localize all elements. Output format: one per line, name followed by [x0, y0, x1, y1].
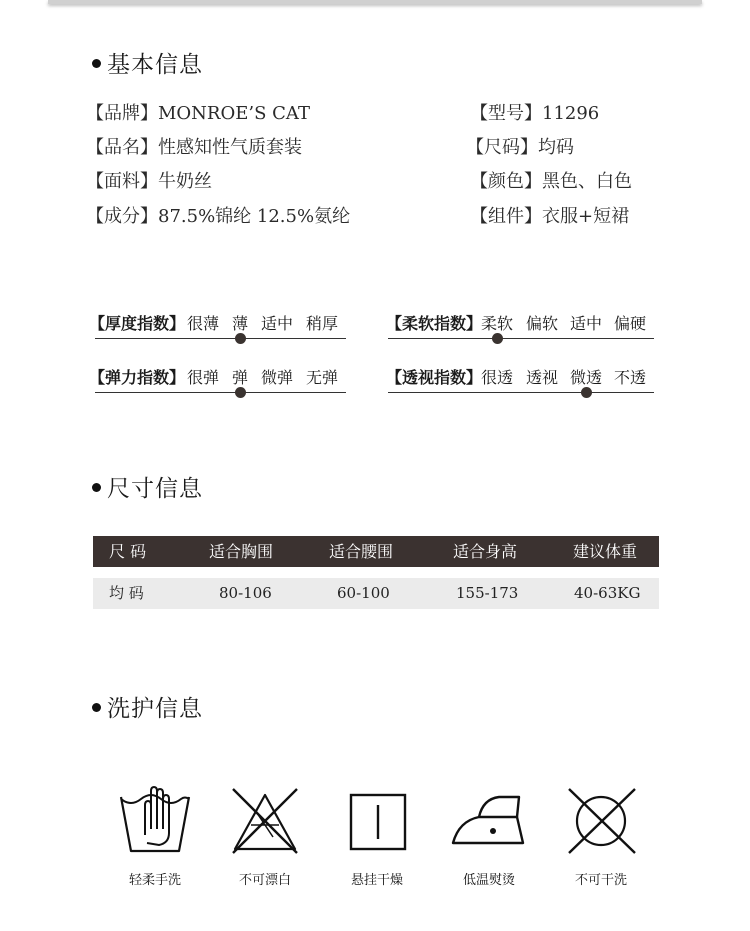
scale-transparency: [388, 365, 654, 405]
table-row: [93, 578, 659, 609]
care-label: 轻柔手洗: [128, 873, 181, 888]
hang-dry-icon: [339, 785, 415, 855]
scale-option: 无弹: [306, 368, 339, 387]
header-cell: 适合腰围: [329, 542, 394, 561]
bullet-dot: [92, 59, 101, 68]
top-divider: [48, 0, 702, 4]
no-dry-clean-icon: [563, 785, 639, 855]
scale-option: 适中: [261, 314, 294, 333]
scale-option: 偏硬: [614, 314, 647, 333]
scale-elasticity: [89, 365, 346, 405]
header-cell: 建议体重: [573, 542, 638, 561]
hand-wash-icon: [117, 785, 193, 855]
scale-option: 微透: [570, 368, 603, 387]
no-bleach-icon: [227, 785, 303, 855]
care-label: 不可漂白: [238, 873, 291, 888]
info-name: 【品名】性感知性气质套装: [86, 137, 302, 158]
bullet-dot: [92, 483, 101, 492]
size-table-header: [93, 536, 659, 567]
info-color: 【颜色】黑色、白色: [470, 171, 632, 192]
scale-marker: [492, 333, 503, 344]
scale-marker: [235, 333, 246, 344]
section-title-text: 基本信息: [107, 52, 203, 78]
table-cell: 40-63KG: [574, 584, 641, 602]
scale-option: 微弹: [261, 368, 294, 387]
scale-option: 透视: [526, 368, 559, 387]
care-item-hand-wash: [115, 785, 195, 888]
table-cell: 80-106: [219, 584, 272, 602]
scale-option: 弹: [232, 368, 249, 387]
scale-marker: [581, 387, 592, 398]
bullet-dot: [92, 703, 101, 712]
info-model: 【型号】11296: [470, 103, 600, 124]
size-table: [93, 536, 659, 609]
care-item-no-bleach: [225, 785, 305, 888]
scale-option: 很弹: [187, 368, 220, 387]
care-label: 低温熨烫: [462, 873, 515, 888]
care-item-low-iron: [449, 785, 529, 888]
table-cell: 60-100: [337, 584, 390, 602]
scale-line: [95, 338, 346, 339]
section-title-text: 尺寸信息: [107, 476, 203, 502]
scale-option: 薄: [232, 314, 249, 333]
info-components: 【组件】衣服+短裙: [470, 206, 630, 227]
scale-option: 很薄: [187, 314, 220, 333]
section-title-size: [92, 470, 203, 503]
scale-thickness: [89, 311, 346, 351]
header-cell: 适合胸围: [209, 542, 274, 561]
section-title-basic: [92, 46, 203, 79]
care-label: 悬挂干燥: [350, 873, 403, 888]
scale-option: 偏软: [526, 314, 559, 333]
scale-option: 柔软: [481, 314, 514, 333]
scale-label: 【透视指数】: [386, 368, 483, 387]
scale-line: [388, 392, 654, 393]
scale-option: 很透: [481, 368, 514, 387]
info-composition: 【成分】87.5%锦纶 12.5%氨纶: [86, 206, 351, 227]
table-cell: 155-173: [456, 584, 519, 602]
care-label: 不可干洗: [574, 873, 627, 888]
info-fabric: 【面料】牛奶丝: [86, 171, 212, 192]
info-size: 【尺码】均码: [466, 137, 574, 158]
section-title-text: 洗护信息: [107, 696, 203, 722]
section-title-care: [92, 690, 203, 723]
table-cell: 均 码: [109, 584, 144, 602]
scale-label: 【厚度指数】: [89, 314, 186, 333]
scale-option: 稍厚: [306, 314, 339, 333]
scale-softness: [388, 311, 654, 351]
low-iron-icon: [449, 785, 529, 855]
scale-option: 适中: [570, 314, 603, 333]
scale-label: 【弹力指数】: [89, 368, 186, 387]
scale-marker: [235, 387, 246, 398]
scale-line: [388, 338, 654, 339]
header-cell: 尺 码: [109, 542, 147, 561]
header-cell: 适合身高: [453, 542, 518, 561]
info-brand: 【品牌】MONROE’S CAT: [86, 103, 310, 124]
care-item-no-dry-clean: [561, 785, 641, 888]
scale-option: 不透: [614, 368, 647, 387]
scale-line: [95, 392, 346, 393]
scale-label: 【柔软指数】: [386, 314, 483, 333]
care-item-hang-dry: [337, 785, 417, 888]
